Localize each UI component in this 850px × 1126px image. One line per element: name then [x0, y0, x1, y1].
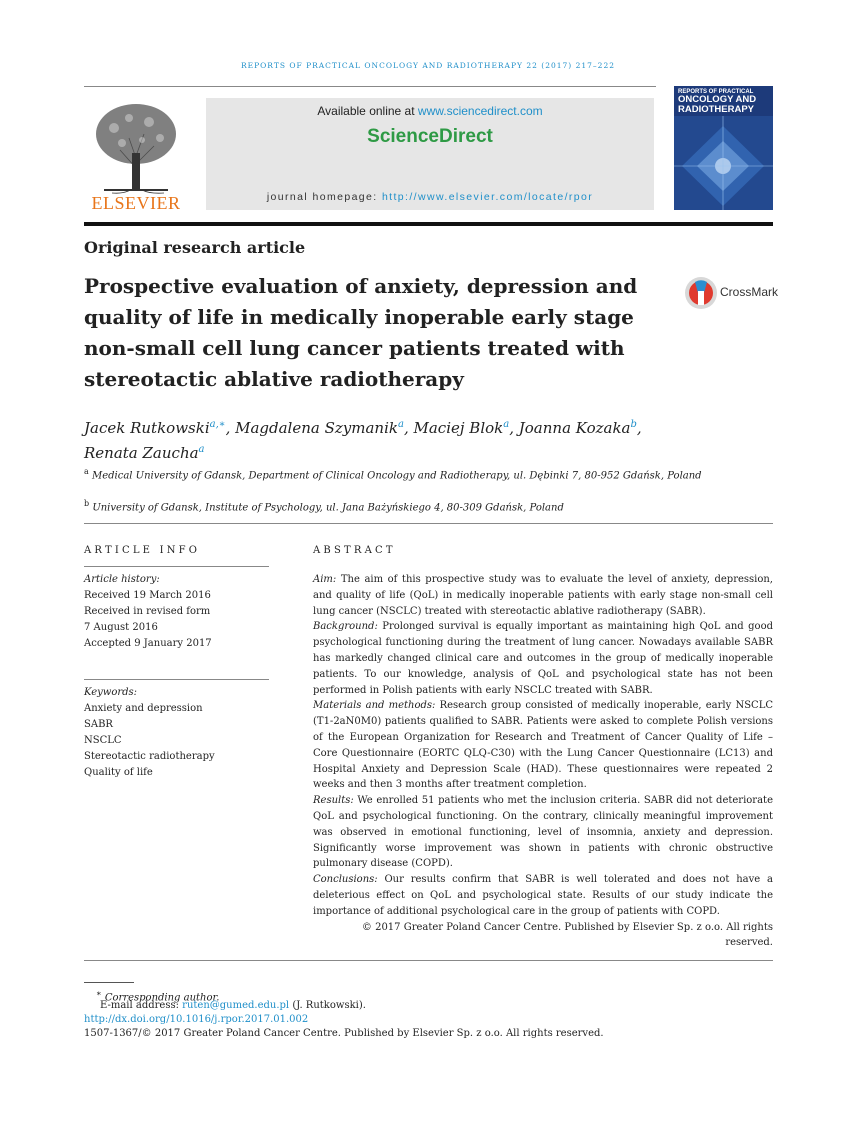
email-note: E-mail address: ruten@gumed.edu.pl (J. Rutkowski).: [100, 1000, 366, 1011]
author: Maciej Blok$^a$,: [413, 419, 519, 437]
footnote-short-rule: [84, 982, 134, 983]
cover-line-2: ONCOLOGY AND: [678, 94, 757, 105]
cover-art: [674, 116, 773, 210]
abstract-aim: Aim: The aim of this prospective study was to evaluate the level of anxiety, depression, and quality of life (QoL) in medically inoperable patients with early stage non-small cell lung cancer (NSCLC) treated with stereotactic ablative radiotherapy (SABR).: [313, 574, 773, 617]
history-label: Article history:: [84, 574, 160, 585]
history-revised: Received in revised form: [84, 606, 211, 617]
cover-title: [678, 89, 770, 114]
author: Magdalena Szymanik$^a$,: [235, 419, 414, 437]
sciencedirect-logo: ScienceDirect: [367, 126, 493, 147]
author: Joanna Kozaka$^b$,: [518, 419, 642, 437]
keyword: Anxiety and depression: [84, 703, 203, 714]
article-history: [84, 572, 269, 652]
author-affil-mark: a: [503, 419, 510, 430]
article-type: Original research article: [84, 238, 306, 257]
crossmark-icon: [684, 276, 718, 310]
abstract-results: Results: We enrolled 51 patients who met the inclusion criteria. SABR did not deteriorate QoL and psychological functioning. On the contrary, clinically meaningful improvement was observed in emotional functioning, level of insomnia, anxiety and depression. Significantly worse improvement was shown in patients with chronic obstructive pulmonary disease (COPD).: [313, 795, 773, 870]
cover-line-3: RADIOTHERAPY: [678, 103, 755, 115]
homepage-prefix: journal homepage:: [266, 191, 382, 203]
abstract-methods: Materials and methods: Research group consisted of medically inoperable, early NSCLC (T1-2aN0M0) patients qualified to SABR. Patients were asked to complete Polish versions of the European Organization for Research and Treatment of Cancer Quality of Life – Core Questionnaire (EORTC QLQ-C30) with the Lung Cancer Questionnaire (LC13) and Hospital Anxiety and Depression Scale (HAD). These questionnaires were repeated 2 weeks and then 3 months after treatment completion.: [313, 700, 773, 791]
keywords-rule: [84, 679, 269, 680]
article-info-rule: [84, 566, 269, 567]
keyword: Stereotactic radiotherapy: [84, 751, 215, 762]
article-info-heading: ARTICLE INFO: [84, 545, 201, 556]
history-revised-date: 7 August 2016: [84, 622, 158, 633]
available-prefix: Available online at: [317, 104, 418, 118]
crossmark-label: CrossMark: [720, 285, 779, 299]
author: Jacek Rutkowski$^{a,∗}$,: [84, 419, 236, 437]
history-accepted: Accepted 9 January 2017: [84, 638, 212, 649]
history-received: Received 19 March 2016: [84, 590, 211, 601]
author-affil-mark: a: [198, 444, 205, 455]
keywords-label: Keywords:: [84, 687, 138, 698]
footnote-rule: [84, 960, 773, 961]
header-thick-rule: [84, 222, 773, 226]
journal-homepage: [206, 191, 654, 203]
abstract-heading: ABSTRACT: [313, 545, 396, 556]
available-online: [206, 104, 654, 118]
corresponding-author-note: ∗ Corresponding author.: [96, 988, 220, 1004]
affiliation-a: $^a$ Medical University of Gdansk, Department of Clinical Oncology and Radiotherapy, ul. Dębinki 7, 80-952 Gdańsk, Poland: [84, 467, 702, 482]
homepage-link[interactable]: http://www.elsevier.com/locate/rpor: [381, 191, 594, 203]
author: Renata Zaucha$^a$: [84, 444, 205, 462]
article-title: Prospective evaluation of anxiety, depression and quality of life in medically inoperable early stage non-small cell lung cancer patients treated with stereotactic ablative radiotherapy: [84, 274, 638, 391]
abstract-body: [313, 572, 773, 951]
sciencedirect-link[interactable]: www.sciencedirect.com: [417, 104, 543, 118]
keywords: [84, 685, 269, 781]
abstract-copyright: © 2017 Greater Poland Cancer Centre. Published by Elsevier Sp. z o.o. All rights reserved.: [361, 921, 773, 949]
keyword: SABR: [84, 719, 113, 730]
abstract-background: Background: Prolonged survival is equally important as maintaining high QoL and good psychological functioning during the treatment of lung cancer. Nowadays available SABR has markedly changed clinical care and outcomes in the group of medically inoperable patients. To our knowledge, analysis of QoL and psychological state has not been performed in Polish patients with early NSCLC treated with SABR.: [313, 621, 773, 696]
author-affil-mark: b: [630, 419, 637, 430]
journal-cover: [674, 86, 773, 210]
affiliation-rule: [84, 523, 773, 524]
email-link[interactable]: ruten@gumed.edu.pl: [182, 1000, 290, 1011]
crossmark-badge[interactable]: [684, 276, 780, 308]
keyword: NSCLC: [84, 735, 122, 746]
doi-note: [84, 1013, 308, 1027]
issn-note: 1507-1367/© 2017 Greater Poland Cancer Centre. Published by Elsevier Sp. z o.o. All rights reserved.: [84, 1028, 604, 1039]
author-affil-mark: a: [397, 419, 404, 430]
abstract-conclusions: Conclusions: Our results confirm that SABR is well tolerated and does not have a deleterious effect on QoL and psychological state. Results of our study indicate the importance of additional psychological care in the group of patients with COPD.: [313, 874, 773, 917]
doi-link[interactable]: http://dx.doi.org/10.1016/j.rpor.2017.01.002: [84, 1014, 309, 1025]
elsevier-wordmark: ELSEVIER: [91, 193, 181, 213]
cover-line-1: REPORTS OF PRACTICAL: [678, 89, 754, 95]
header-rule: [84, 86, 656, 87]
affiliation-b: $^b$ University of Gdansk, Institute of Psychology, ul. Jana Bażyńskiego 4, 80-309 Gdańsk, Poland: [84, 499, 564, 514]
keyword: Quality of life: [84, 767, 153, 778]
author-affil-mark: a,∗: [209, 419, 226, 430]
author-list: [84, 414, 774, 464]
running-header: REPORTS OF PRACTICAL ONCOLOGY AND RADIOTHERAPY 22 (2017) 217–222: [240, 61, 615, 70]
